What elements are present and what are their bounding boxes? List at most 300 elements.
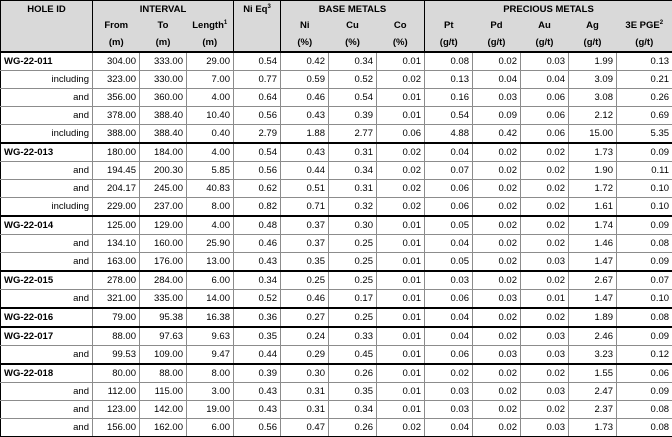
- value-cell: 0.04: [425, 235, 473, 253]
- value-cell: 0.09: [617, 216, 672, 235]
- column-names-row: [1, 17, 672, 34]
- column-header: [377, 17, 425, 34]
- value-cell: 0.02: [473, 308, 521, 327]
- interval-qualifier-cell: and: [1, 290, 93, 309]
- value-cell: 333.00: [140, 52, 187, 71]
- value-cell: 0.24: [281, 327, 329, 346]
- value-cell: 1.73: [569, 143, 617, 162]
- value-cell: 0.01: [377, 364, 425, 383]
- value-cell: 0.39: [329, 107, 377, 125]
- column-header: [329, 17, 377, 34]
- value-cell: 0.33: [329, 327, 377, 346]
- value-cell: 0.02: [521, 162, 569, 180]
- value-cell: 0.69: [617, 107, 672, 125]
- value-cell: 0.03: [473, 346, 521, 365]
- table-row: [1, 143, 672, 162]
- value-cell: 360.00: [140, 89, 187, 107]
- column-header: [187, 17, 234, 34]
- value-cell: 0.45: [329, 346, 377, 365]
- value-cell: 0.01: [377, 253, 425, 272]
- value-cell: 0.25: [329, 308, 377, 327]
- value-cell: 0.30: [281, 364, 329, 383]
- value-cell: 0.03: [425, 271, 473, 290]
- value-cell: 0.32: [329, 198, 377, 217]
- value-cell: 115.00: [140, 383, 187, 401]
- value-cell: 1.73: [569, 419, 617, 437]
- value-cell: 388.00: [93, 125, 140, 144]
- value-cell: 3.08: [569, 89, 617, 107]
- value-cell: 79.00: [93, 308, 140, 327]
- value-cell: 129.00: [140, 216, 187, 235]
- value-cell: 0.03: [425, 401, 473, 419]
- value-cell: 0.02: [473, 143, 521, 162]
- value-cell: 0.01: [377, 308, 425, 327]
- value-cell: 245.00: [140, 180, 187, 198]
- column-header-name: Ag: [586, 20, 599, 31]
- value-cell: 3.09: [569, 71, 617, 89]
- value-cell: 0.06: [377, 125, 425, 144]
- value-cell: 0.03: [521, 346, 569, 365]
- value-cell: 163.00: [93, 253, 140, 272]
- value-cell: 0.43: [234, 383, 281, 401]
- column-unit: (g/t): [521, 34, 569, 52]
- table-row: [1, 419, 672, 437]
- table-row: [1, 235, 672, 253]
- column-unit: (g/t): [425, 34, 473, 52]
- value-cell: 0.37: [281, 235, 329, 253]
- value-cell: 9.47: [187, 346, 234, 365]
- value-cell: 0.02: [425, 364, 473, 383]
- value-cell: 0.02: [473, 401, 521, 419]
- value-cell: 134.10: [93, 235, 140, 253]
- value-cell: 0.62: [234, 180, 281, 198]
- value-cell: 0.02: [521, 401, 569, 419]
- value-cell: 0.03: [521, 327, 569, 346]
- column-unit: (g/t): [617, 34, 672, 52]
- table-row: [1, 383, 672, 401]
- footnote-marker: 1: [224, 20, 227, 26]
- value-cell: 0.02: [473, 383, 521, 401]
- table-row: [1, 364, 672, 383]
- column-header: [425, 17, 473, 34]
- value-cell: 156.00: [93, 419, 140, 437]
- value-cell: 1.46: [569, 235, 617, 253]
- value-cell: 0.54: [234, 143, 281, 162]
- column-header: [617, 17, 672, 34]
- value-cell: 29.00: [187, 52, 234, 71]
- value-cell: 0.01: [377, 107, 425, 125]
- column-header-name: 3E PGE: [625, 20, 659, 31]
- value-cell: 388.40: [140, 107, 187, 125]
- value-cell: 0.02: [521, 180, 569, 198]
- value-cell: 180.00: [93, 143, 140, 162]
- value-cell: 0.02: [473, 216, 521, 235]
- value-cell: 0.56: [234, 107, 281, 125]
- column-header-name: Co: [394, 20, 407, 31]
- value-cell: 356.00: [93, 89, 140, 107]
- value-cell: 0.54: [425, 107, 473, 125]
- hole-id-cell: WG-22-015: [1, 271, 93, 290]
- value-cell: 335.00: [140, 290, 187, 309]
- value-cell: 0.34: [329, 401, 377, 419]
- value-cell: 40.83: [187, 180, 234, 198]
- value-cell: 7.00: [187, 71, 234, 89]
- value-cell: 0.03: [425, 383, 473, 401]
- value-cell: 0.35: [234, 327, 281, 346]
- value-cell: 0.12: [617, 346, 672, 365]
- value-cell: 0.02: [473, 419, 521, 437]
- value-cell: 0.03: [521, 383, 569, 401]
- value-cell: 0.16: [425, 89, 473, 107]
- value-cell: 2.37: [569, 401, 617, 419]
- table-row: [1, 253, 672, 272]
- value-cell: 0.02: [521, 235, 569, 253]
- value-cell: 0.06: [521, 107, 569, 125]
- value-cell: 0.34: [329, 162, 377, 180]
- value-cell: 0.30: [329, 216, 377, 235]
- column-header-name: Pt: [444, 20, 454, 31]
- column-header-name: From: [104, 20, 128, 31]
- base-metals-group-header: BASE METALS: [281, 1, 425, 18]
- value-cell: 14.00: [187, 290, 234, 309]
- value-cell: 0.02: [377, 419, 425, 437]
- value-cell: 0.26: [329, 364, 377, 383]
- column-header-name: Cu: [346, 20, 359, 31]
- value-cell: 0.01: [377, 216, 425, 235]
- column-unit: (g/t): [569, 34, 617, 52]
- value-cell: 2.47: [569, 383, 617, 401]
- value-cell: 176.00: [140, 253, 187, 272]
- value-cell: 237.00: [140, 198, 187, 217]
- value-cell: 6.00: [187, 419, 234, 437]
- value-cell: 0.42: [281, 52, 329, 71]
- value-cell: 0.47: [281, 419, 329, 437]
- value-cell: 123.00: [93, 401, 140, 419]
- column-units-row: [1, 34, 672, 52]
- interval-qualifier-cell: and: [1, 346, 93, 365]
- value-cell: 2.77: [329, 125, 377, 144]
- column-unit: (%): [329, 34, 377, 52]
- value-cell: 0.44: [234, 346, 281, 365]
- value-cell: 0.02: [521, 271, 569, 290]
- value-cell: 0.43: [234, 401, 281, 419]
- interval-qualifier-cell: and: [1, 253, 93, 272]
- value-cell: 0.01: [377, 271, 425, 290]
- column-header-name: Length: [192, 20, 224, 31]
- value-cell: 4.00: [187, 216, 234, 235]
- value-cell: 0.03: [521, 253, 569, 272]
- value-cell: 184.00: [140, 143, 187, 162]
- value-cell: 0.44: [281, 162, 329, 180]
- value-cell: 0.43: [281, 107, 329, 125]
- value-cell: 0.05: [425, 216, 473, 235]
- column-unit: (%): [281, 34, 329, 52]
- value-cell: 0.07: [425, 162, 473, 180]
- value-cell: 125.00: [93, 216, 140, 235]
- value-cell: 0.36: [234, 308, 281, 327]
- value-cell: 88.00: [93, 327, 140, 346]
- value-cell: 80.00: [93, 364, 140, 383]
- value-cell: 0.39: [234, 364, 281, 383]
- value-cell: 0.09: [617, 253, 672, 272]
- value-cell: 0.08: [617, 235, 672, 253]
- value-cell: 8.00: [187, 198, 234, 217]
- value-cell: 1.47: [569, 253, 617, 272]
- value-cell: 0.02: [473, 198, 521, 217]
- column-unit: (m): [187, 34, 234, 52]
- value-cell: 0.02: [377, 180, 425, 198]
- value-cell: 97.63: [140, 327, 187, 346]
- table-row: [1, 162, 672, 180]
- value-cell: 0.04: [425, 143, 473, 162]
- value-cell: 0.11: [617, 162, 672, 180]
- table-row: [1, 89, 672, 107]
- value-cell: 0.08: [617, 401, 672, 419]
- value-cell: 378.00: [93, 107, 140, 125]
- value-cell: 0.04: [425, 327, 473, 346]
- value-cell: 2.46: [569, 327, 617, 346]
- value-cell: 0.54: [234, 52, 281, 71]
- column-header-name: Ni Eq: [243, 4, 267, 15]
- value-cell: 0.34: [234, 271, 281, 290]
- value-cell: 0.25: [329, 235, 377, 253]
- hole-id-cell: WG-22-017: [1, 327, 93, 346]
- value-cell: 0.01: [377, 290, 425, 309]
- value-cell: 3.23: [569, 346, 617, 365]
- column-unit: (%): [377, 34, 425, 52]
- value-cell: 160.00: [140, 235, 187, 253]
- value-cell: 0.35: [281, 253, 329, 272]
- value-cell: 0.43: [234, 253, 281, 272]
- value-cell: 1.61: [569, 198, 617, 217]
- footnote-marker: 2: [660, 20, 663, 26]
- value-cell: 194.45: [93, 162, 140, 180]
- value-cell: 0.25: [329, 271, 377, 290]
- value-cell: 388.40: [140, 125, 187, 144]
- column-header: [234, 1, 281, 53]
- value-cell: 0.09: [617, 383, 672, 401]
- value-cell: 0.56: [234, 162, 281, 180]
- value-cell: 0.82: [234, 198, 281, 217]
- value-cell: 0.09: [617, 327, 672, 346]
- value-cell: 323.00: [93, 71, 140, 89]
- value-cell: 0.02: [521, 364, 569, 383]
- value-cell: 0.17: [329, 290, 377, 309]
- column-unit: (m): [140, 34, 187, 52]
- hole-id-cell: WG-22-014: [1, 216, 93, 235]
- value-cell: 0.02: [473, 327, 521, 346]
- value-cell: 0.71: [281, 198, 329, 217]
- value-cell: 0.03: [473, 89, 521, 107]
- value-cell: 0.27: [281, 308, 329, 327]
- value-cell: 0.04: [425, 419, 473, 437]
- value-cell: 0.43: [281, 143, 329, 162]
- value-cell: 0.01: [377, 327, 425, 346]
- value-cell: 284.00: [140, 271, 187, 290]
- hole-id-cell: WG-22-018: [1, 364, 93, 383]
- interval-qualifier-cell: and: [1, 89, 93, 107]
- value-cell: 0.64: [234, 89, 281, 107]
- value-cell: 0.31: [329, 143, 377, 162]
- value-cell: 1.90: [569, 162, 617, 180]
- value-cell: 0.51: [281, 180, 329, 198]
- value-cell: 0.48: [234, 216, 281, 235]
- value-cell: 0.02: [521, 143, 569, 162]
- value-cell: 330.00: [140, 71, 187, 89]
- value-cell: 0.52: [234, 290, 281, 309]
- value-cell: 16.38: [187, 308, 234, 327]
- value-cell: 0.06: [521, 89, 569, 107]
- value-cell: 0.02: [521, 198, 569, 217]
- value-cell: 1.55: [569, 364, 617, 383]
- value-cell: 0.08: [425, 52, 473, 71]
- value-cell: 0.01: [377, 383, 425, 401]
- value-cell: 112.00: [93, 383, 140, 401]
- column-header-name: Au: [538, 20, 551, 31]
- value-cell: 4.88: [425, 125, 473, 144]
- footnote-marker: 3: [267, 4, 270, 10]
- value-cell: 1.99: [569, 52, 617, 71]
- interval-group-header: INTERVAL: [93, 1, 234, 18]
- table-row: [1, 271, 672, 290]
- table-row: [1, 327, 672, 346]
- value-cell: 0.25: [329, 253, 377, 272]
- interval-qualifier-cell: and: [1, 235, 93, 253]
- interval-qualifier-cell: and: [1, 162, 93, 180]
- value-cell: 0.01: [521, 290, 569, 309]
- interval-qualifier-cell: including: [1, 125, 93, 144]
- value-cell: 0.02: [473, 235, 521, 253]
- value-cell: 0.46: [281, 89, 329, 107]
- value-cell: 1.47: [569, 290, 617, 309]
- interval-qualifier-cell: including: [1, 198, 93, 217]
- value-cell: 0.46: [281, 290, 329, 309]
- value-cell: 0.06: [425, 290, 473, 309]
- value-cell: 0.02: [521, 308, 569, 327]
- table-row: [1, 198, 672, 217]
- interval-qualifier-cell: and: [1, 419, 93, 437]
- value-cell: 162.00: [140, 419, 187, 437]
- value-cell: 0.10: [617, 180, 672, 198]
- value-cell: 0.26: [329, 419, 377, 437]
- value-cell: 9.63: [187, 327, 234, 346]
- hole-id-header: HOLE ID: [1, 1, 93, 53]
- table-row: [1, 71, 672, 89]
- value-cell: 0.34: [329, 52, 377, 71]
- value-cell: 0.31: [329, 180, 377, 198]
- value-cell: 0.42: [473, 125, 521, 144]
- column-header: [93, 17, 140, 34]
- value-cell: 142.00: [140, 401, 187, 419]
- value-cell: 0.56: [234, 419, 281, 437]
- value-cell: 0.31: [281, 383, 329, 401]
- hole-id-cell: WG-22-016: [1, 308, 93, 327]
- value-cell: 0.08: [617, 308, 672, 327]
- column-unit: (m): [93, 34, 140, 52]
- value-cell: 0.02: [473, 364, 521, 383]
- table-row: [1, 180, 672, 198]
- table-row: [1, 346, 672, 365]
- table-row: [1, 216, 672, 235]
- value-cell: 95.38: [140, 308, 187, 327]
- value-cell: 0.02: [521, 216, 569, 235]
- value-cell: 1.74: [569, 216, 617, 235]
- value-cell: 0.03: [521, 419, 569, 437]
- interval-qualifier-cell: and: [1, 107, 93, 125]
- value-cell: 0.01: [377, 235, 425, 253]
- value-cell: 5.35: [617, 125, 672, 144]
- value-cell: 0.13: [425, 71, 473, 89]
- value-cell: 0.02: [377, 162, 425, 180]
- value-cell: 0.06: [425, 198, 473, 217]
- value-cell: 8.00: [187, 364, 234, 383]
- table-row: [1, 290, 672, 309]
- value-cell: 15.00: [569, 125, 617, 144]
- table-row: [1, 401, 672, 419]
- value-cell: 0.02: [473, 162, 521, 180]
- value-cell: 0.13: [617, 52, 672, 71]
- value-cell: 304.00: [93, 52, 140, 71]
- value-cell: 0.37: [281, 216, 329, 235]
- column-unit: (g/t): [473, 34, 521, 52]
- value-cell: 0.06: [425, 346, 473, 365]
- value-cell: 0.05: [425, 253, 473, 272]
- value-cell: 0.02: [377, 198, 425, 217]
- value-cell: 278.00: [93, 271, 140, 290]
- value-cell: 99.53: [93, 346, 140, 365]
- interval-qualifier-cell: and: [1, 180, 93, 198]
- value-cell: 0.03: [473, 290, 521, 309]
- value-cell: 0.01: [377, 401, 425, 419]
- value-cell: 13.00: [187, 253, 234, 272]
- value-cell: 321.00: [93, 290, 140, 309]
- value-cell: 0.10: [617, 290, 672, 309]
- column-header: [281, 17, 329, 34]
- value-cell: 204.17: [93, 180, 140, 198]
- column-header: [569, 17, 617, 34]
- column-header-name: Ni: [300, 20, 310, 31]
- value-cell: 5.85: [187, 162, 234, 180]
- column-header-name: Pd: [490, 20, 502, 31]
- interval-qualifier-cell: and: [1, 401, 93, 419]
- value-cell: 0.02: [473, 52, 521, 71]
- value-cell: 0.29: [281, 346, 329, 365]
- value-cell: 0.06: [425, 180, 473, 198]
- value-cell: 0.59: [281, 71, 329, 89]
- value-cell: 6.00: [187, 271, 234, 290]
- value-cell: 19.00: [187, 401, 234, 419]
- value-cell: 0.52: [329, 71, 377, 89]
- column-header-name: To: [158, 20, 169, 31]
- value-cell: 4.00: [187, 89, 234, 107]
- value-cell: 0.01: [377, 52, 425, 71]
- table-row: [1, 125, 672, 144]
- value-cell: 200.30: [140, 162, 187, 180]
- table-row: [1, 52, 672, 71]
- value-cell: 0.35: [329, 383, 377, 401]
- value-cell: 0.02: [473, 180, 521, 198]
- table-header: [1, 1, 672, 53]
- value-cell: 2.67: [569, 271, 617, 290]
- interval-qualifier-cell: including: [1, 71, 93, 89]
- value-cell: 3.00: [187, 383, 234, 401]
- value-cell: 0.09: [473, 107, 521, 125]
- value-cell: 0.77: [234, 71, 281, 89]
- value-cell: 0.06: [617, 364, 672, 383]
- value-cell: 0.03: [521, 52, 569, 71]
- value-cell: 0.02: [473, 271, 521, 290]
- precious-metals-group-header: PRECIOUS METALS: [425, 1, 672, 18]
